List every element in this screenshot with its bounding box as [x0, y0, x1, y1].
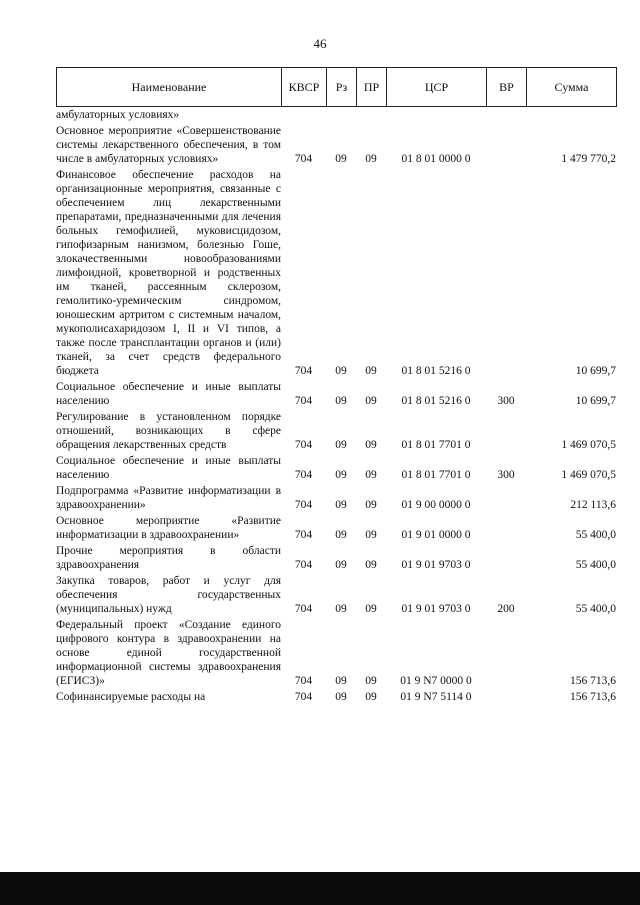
cell-pr: 09	[365, 153, 377, 165]
cell-sum: 1 469 070,5	[561, 439, 616, 451]
cell-csr: 01 9 01 0000 0	[401, 529, 471, 541]
cell-pr: 09	[365, 469, 377, 481]
cell-rz: 09	[335, 439, 347, 451]
cell-vr	[486, 410, 526, 452]
table-row	[56, 574, 616, 616]
budget-table	[56, 108, 616, 706]
cell-vr	[486, 168, 526, 378]
cell-vr	[486, 124, 526, 166]
cell-rz: 09	[335, 395, 347, 407]
cell-vr: 200	[497, 603, 515, 615]
cell-sum: 10 699,7	[575, 365, 616, 377]
cell-rz: 09	[335, 365, 347, 377]
cell-rz: 09	[335, 559, 347, 571]
cell-csr: 01 8 01 5216 0	[401, 365, 471, 377]
cell-csr: 01 8 01 7701 0	[401, 439, 471, 451]
table-row	[56, 168, 616, 378]
cell-kvsr: 704	[294, 439, 313, 451]
header-csr: ЦСР	[387, 68, 487, 107]
header-rz: Рз	[327, 68, 357, 107]
cell-pr: 09	[365, 691, 377, 703]
cell-csr: 01 9 N7 5114 0	[400, 691, 472, 703]
cell-rz	[326, 108, 356, 122]
cell-sum: 1 479 770,2	[561, 153, 616, 165]
cell-name: Закупка товаров, работ и услуг для обеспечения государственных (муниципальных) нужд	[56, 575, 281, 615]
header-name: Наименование	[57, 68, 282, 107]
cell-rz: 09	[335, 529, 347, 541]
cell-sum: 156 713,6	[570, 691, 616, 703]
cell-pr: 09	[365, 439, 377, 451]
cell-vr: 300	[497, 469, 515, 481]
cell-rz: 09	[335, 499, 347, 511]
header-sum: Сумма	[527, 68, 617, 107]
cell-name: Регулирование в установленном порядке отношений, возникающих в сфере обращения лекарственных средств	[56, 411, 281, 451]
cell-rz: 09	[335, 469, 347, 481]
cell-pr: 09	[365, 603, 377, 615]
cell-rz: 09	[335, 603, 347, 615]
table-row	[56, 124, 616, 166]
cell-sum: 55 400,0	[575, 559, 616, 571]
cell-csr: 01 8 01 7701 0	[401, 469, 471, 481]
cell-csr: 01 9 N7 0000 0	[400, 675, 472, 687]
cell-pr: 09	[365, 559, 377, 571]
cell-pr: 09	[365, 365, 377, 377]
table-row	[56, 410, 616, 452]
table-row	[56, 544, 616, 572]
cell-pr: 09	[365, 395, 377, 407]
cell-sum: 156 713,6	[570, 675, 616, 687]
cell-csr: 01 9 01 9703 0	[401, 559, 471, 571]
table-row	[56, 690, 616, 704]
table-row	[56, 454, 616, 482]
cell-rz: 09	[335, 691, 347, 703]
cell-csr	[386, 108, 486, 122]
cell-pr: 09	[365, 529, 377, 541]
cell-name: Основное мероприятие «Развитие информатизации в здравоохранении»	[56, 515, 281, 541]
cell-vr	[486, 618, 526, 688]
table-row	[56, 618, 616, 688]
cell-kvsr: 704	[294, 559, 313, 571]
cell-csr: 01 9 01 9703 0	[401, 603, 471, 615]
cell-sum: 55 400,0	[575, 603, 616, 615]
table-header	[56, 67, 617, 107]
table-row	[56, 484, 616, 512]
table-row	[56, 514, 616, 542]
cell-csr: 01 8 01 5216 0	[401, 395, 471, 407]
cell-csr: 01 9 00 0000 0	[401, 499, 471, 511]
cell-kvsr	[281, 108, 326, 122]
cell-name: Финансовое обеспечение расходов на организационные мероприятия, связанные с обеспечением лиц лекарственными препаратами, предназначенными для лечения больных гемофилией, муковисцидозом, гипофизарным нанизмом, болезнью Гоше, злокачественными новообразованиями лимфоидной, кроветворной и родственных им тканей, рассеянным склерозом, гемолитико-уремическим синдромом, юношеским артритом с системным началом, мукополисахаридозом I, II и VI типов, а также после трансплантации органов и (или) тканей, за счет средств федерального бюджета	[56, 169, 281, 377]
cell-sum	[526, 108, 616, 122]
cell-vr	[486, 514, 526, 542]
cell-name: амбулаторных условиях»	[56, 109, 180, 121]
cell-name: Социальное обеспечение и иные выплаты населению	[56, 455, 281, 481]
cell-name: Основное мероприятие «Совершенствование системы лекарственного обеспечения, в том числе в амбулаторных условиях»	[56, 125, 281, 165]
cell-name: Федеральный проект «Создание единого цифрового контура в здравоохранении на основе единой государственной информационной системы здравоохранения (ЕГИСЗ)»	[56, 619, 281, 687]
cell-kvsr: 704	[294, 499, 313, 511]
page-number: 46	[313, 36, 327, 51]
cell-kvsr: 704	[294, 469, 313, 481]
cell-rz: 09	[335, 675, 347, 687]
cell-name: Софинансируемые расходы на	[56, 691, 206, 703]
cell-pr	[356, 108, 386, 122]
header-pr: ПР	[357, 68, 387, 107]
cell-pr: 09	[365, 499, 377, 511]
header-kvsr: КВСР	[282, 68, 327, 107]
cell-name: Прочие мероприятия в области здравоохранения	[56, 545, 281, 571]
cell-sum: 10 699,7	[575, 395, 616, 407]
cell-name: Подпрограмма «Развитие информатизации в здравоохранении»	[56, 485, 281, 511]
table-row	[56, 108, 616, 122]
cell-pr: 09	[365, 675, 377, 687]
cell-kvsr: 704	[294, 365, 313, 377]
cell-vr: 300	[497, 395, 515, 407]
cell-vr	[486, 690, 526, 704]
cell-csr: 01 8 01 0000 0	[401, 153, 471, 165]
cell-vr	[486, 544, 526, 572]
cell-rz: 09	[335, 153, 347, 165]
scan-bottom-border	[0, 872, 640, 905]
table-row	[56, 380, 616, 408]
cell-kvsr: 704	[294, 675, 313, 687]
cell-vr	[486, 108, 526, 122]
cell-sum: 55 400,0	[575, 529, 616, 541]
cell-kvsr: 704	[294, 395, 313, 407]
cell-name: Социальное обеспечение и иные выплаты населению	[56, 381, 281, 407]
cell-vr	[486, 484, 526, 512]
header-vr: ВР	[487, 68, 527, 107]
cell-kvsr: 704	[294, 603, 313, 615]
cell-sum: 212 113,6	[570, 499, 616, 511]
cell-kvsr: 704	[294, 153, 313, 165]
cell-kvsr: 704	[294, 691, 313, 703]
cell-kvsr: 704	[294, 529, 313, 541]
cell-sum: 1 469 070,5	[561, 469, 616, 481]
